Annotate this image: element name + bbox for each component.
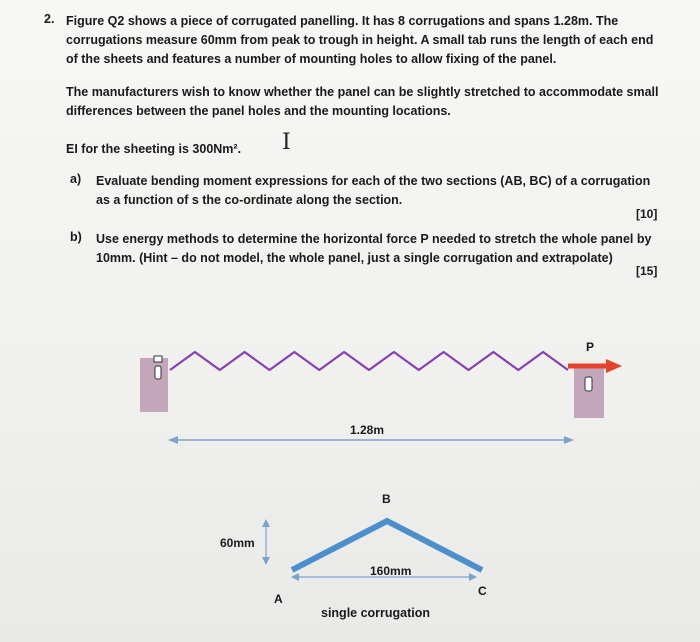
part-b-text: Use energy methods to determine the horizontal force P needed to stretch the whole panel by 10mm. (Hint – do not model, the whole panel, just a single corrugation and extrapolate) (96, 232, 652, 265)
corrugated-panel-profile (170, 352, 568, 370)
width-label: 160mm (370, 564, 412, 578)
span-label: 1.28m (350, 423, 385, 437)
part-a-marks: [10] (636, 207, 658, 221)
figure-caption: single corrugation (321, 606, 431, 620)
left-tab-clip (154, 356, 162, 362)
end-label-c: C (478, 584, 487, 598)
height-arrow-up-icon (262, 519, 270, 527)
height-arrow-down-icon (262, 557, 270, 565)
question-number: 2. (44, 12, 55, 26)
start-label-a: A (274, 592, 283, 606)
part-a-text: Evaluate bending moment expressions for each of the two sections (AB, BC) of a corrugation as a function of s the co-ordinate along the section. (96, 174, 651, 207)
right-mounting-hole (585, 377, 592, 391)
single-corrugation-shape (292, 521, 482, 570)
width-arrow-right-icon (469, 573, 477, 581)
question-intro: Figure Q2 shows a piece of corrugated panelling. It has 8 corrugations and spans 1.28m. The corrugations measure 60mm from peak to trough in height. A small tab runs the length of each end of the sheets and features a number of mounting holes to allow fixing of the panel. (66, 14, 654, 66)
span-arrow-right-icon (564, 436, 574, 444)
span-arrow-left-icon (168, 436, 178, 444)
force-label: P (586, 340, 595, 354)
force-arrow-head-icon (606, 359, 622, 373)
peak-label-b: B (382, 492, 391, 506)
ei-statement: EI for the sheeting is 300Nm². (66, 142, 242, 156)
manufacturer-paragraph: The manufacturers wish to know whether the panel can be slightly stretched to accommodate small differences between the panel holes and the mounting locations. (66, 85, 659, 118)
part-b-label: b) (70, 230, 82, 244)
left-mounting-hole (155, 366, 161, 379)
left-mounting-tab (140, 358, 168, 412)
height-label: 60mm (220, 536, 255, 550)
right-mounting-tab (574, 366, 604, 418)
text-cursor-icon: I (282, 130, 291, 155)
width-arrow-left-icon (291, 573, 299, 581)
part-b-marks: [15] (636, 264, 658, 278)
part-a-label: a) (70, 172, 82, 186)
